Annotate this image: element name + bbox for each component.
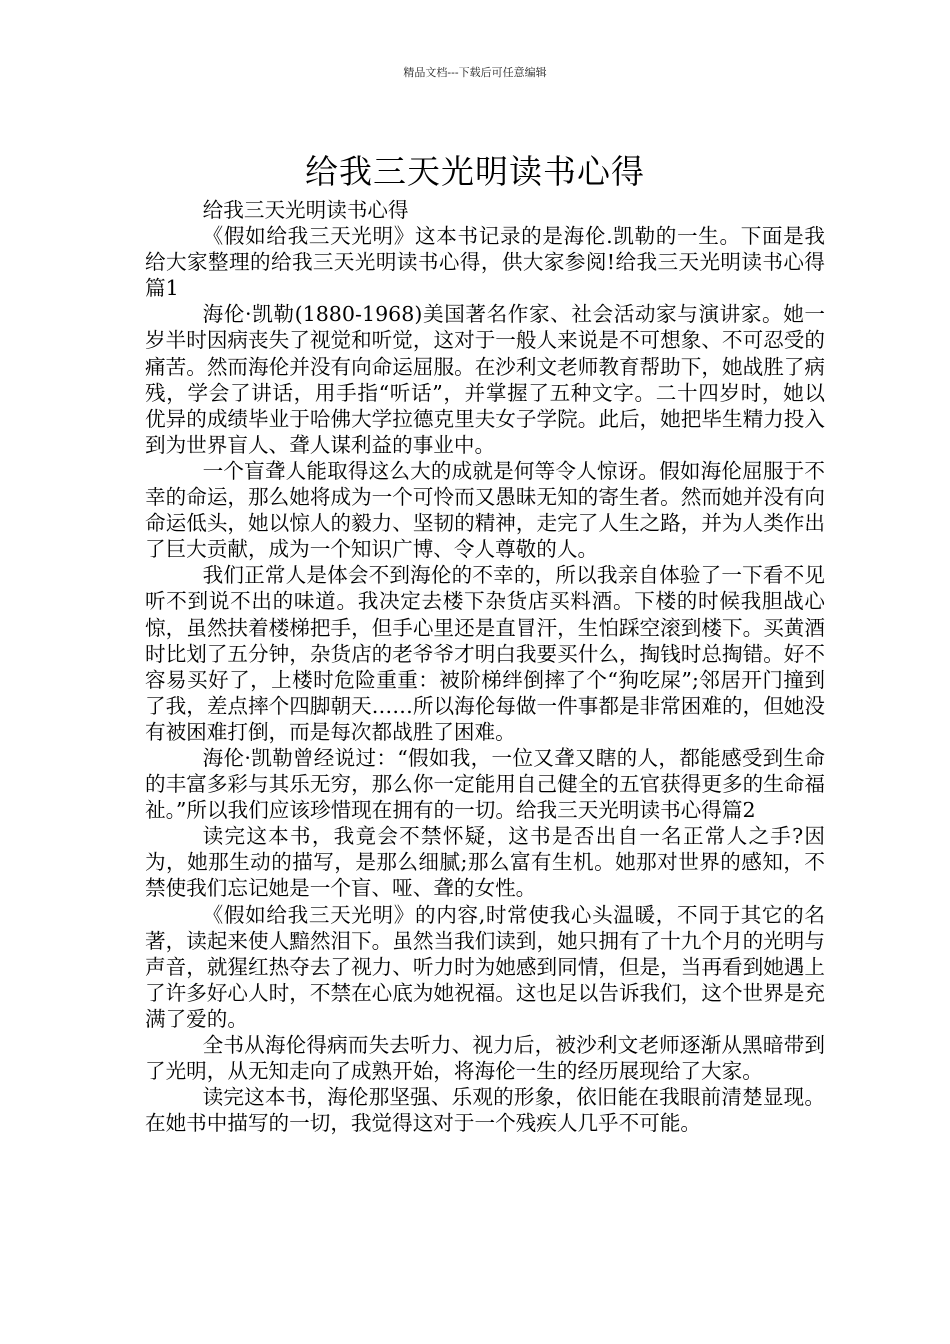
paragraph-quote: 海伦·凯勒曾经说过：“假如我，一位又聋又瞎的人，都能感受到生命的丰富多彩与其乐无穷，那么你一定能用自己健全的五官获得更多的生命福祉。”所以我们应该珍惜现在拥有的一切。给我三天光明读书心得篇2	[145, 745, 825, 823]
paragraph-summary: 全书从海伦得病而失去听力、视力后，被沙利文老师逐渐从黑暗带到了光明，从无知走向了成熟开始，将海伦一生的经历展现给了大家。	[145, 1033, 825, 1084]
paragraph-reflection: 读完这本书，我竟会不禁怀疑，这书是否出自一名正常人之手?因为，她那生动的描写，是那么细腻;那么富有生机。她那对世界的感知，不禁使我们忘记她是一个盲、哑、聋的女性。	[145, 824, 825, 901]
paragraph-experience: 我们正常人是体会不到海伦的不幸的，所以我亲自体验了一下看不见听不到说不出的味道。我决定去楼下杂货店买料酒。下楼的时候我胆战心惊，虽然扶着楼梯把手，但手心里还是直冒汗，生怕踩空滚到楼下。买黄酒时比划了五分钟，杂货店的老爷爷才明白我要买什么，掏钱时总掏错。好不容易买好了，上楼时危险重重：被阶梯绊倒摔了个“狗吃屎”;邻居开门撞到了我，差点摔个四脚朝天……所以海伦每做一件事都是非常困难的，但她没有被困难打倒，而是每次都战胜了困难。	[145, 563, 825, 744]
paragraph-closing: 读完这本书，海伦那坚强、乐观的形象，依旧能在我眼前清楚显现。在她书中描写的一切，我觉得这对于一个残疾人几乎不可能。	[145, 1085, 825, 1136]
paragraph-heading: 给我三天光明读书心得	[202, 198, 409, 222]
document-title: 给我三天光明读书心得	[305, 152, 645, 192]
paragraph-intro: 《假如给我三天光明》这本书记录的是海伦.凯勒的一生。下面是我给大家整理的给我三天光明读书心得，供大家参阅!给我三天光明读书心得篇1	[145, 224, 825, 301]
paragraph-biography: 海伦·凯勒(1880-1968)美国著名作家、社会活动家与演讲家。她一岁半时因病丧失了视觉和听觉，这对于一般人来说是不可想象、不可忍受的痛苦。然而海伦并没有向命运屈服。在沙利文老师教育帮助下，她战胜了病残，学会了讲话，用手指“听话”，并掌握了五种文字。二十四岁时，她以优异的成绩毕业于哈佛大学拉德克里夫女子学院。此后，她把毕生精力投入到为世界盲人、聋人谋利益的事业中。	[145, 302, 825, 457]
paragraph-achievement: 一个盲聋人能取得这么大的成就是何等令人惊讶。假如海伦屈服于不幸的命运，那么她将成为一个可怜而又愚昧无知的寄生者。然而她并没有向命运低头，她以惊人的毅力、坚韧的精神，走完了人生之路，并为人类作出了巨大贡献，成为一个知识广博、令人尊敬的人。	[145, 458, 825, 562]
paragraph-content: 《假如给我三天光明》的内容,时常使我心头温暖，不同于其它的名著，读起来使人黯然泪下。虽然当我们读到，她只拥有了十九个月的光明与声音，就猩红热夺去了视力、听力时为她感到同情，但是，当再看到她遇上了许多好心人时，不禁在心底为她祝福。这也足以告诉我们，这个世界是充满了爱的。	[145, 902, 825, 1031]
document-body	[145, 197, 825, 1136]
header-note: 精品文档---下载后可任意编辑	[403, 66, 547, 79]
